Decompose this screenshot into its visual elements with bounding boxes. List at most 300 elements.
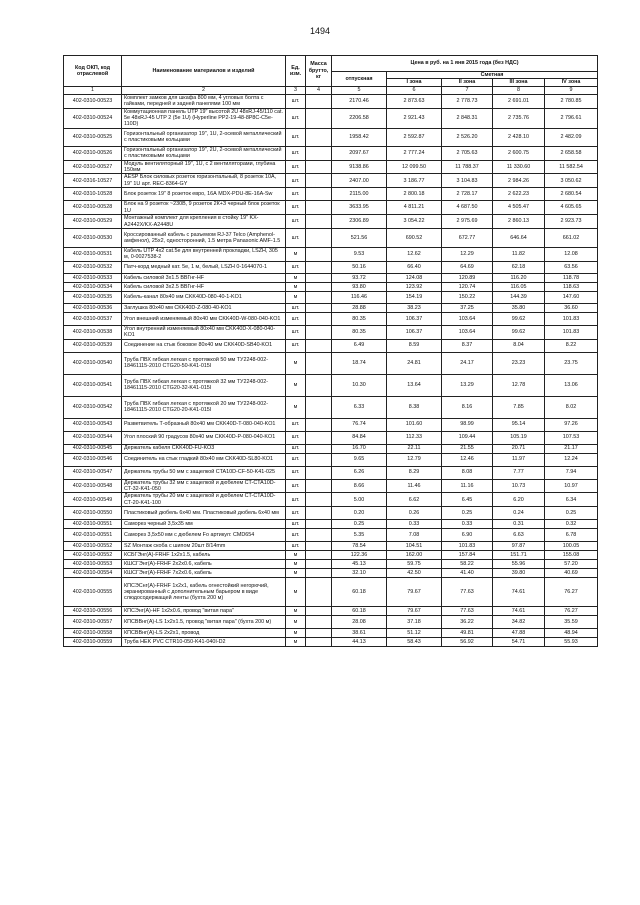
row-price-zone-1: 12 099.50	[387, 160, 442, 174]
row-mass	[306, 146, 332, 160]
row-price-zone-2: 58.22	[442, 560, 493, 569]
table-row	[64, 282, 598, 291]
row-price-zone-2: 2 705.63	[442, 146, 493, 160]
header-code: Код ОКП, код отраслевой	[64, 56, 122, 87]
table-row	[64, 551, 598, 560]
row-price-zone-4: 147.60	[545, 291, 598, 303]
row-code: 402-0310-00536	[64, 303, 122, 312]
row-mass	[306, 569, 332, 578]
row-mass	[306, 418, 332, 431]
row-price-zone-3: 0.31	[493, 520, 545, 529]
row-mass	[306, 228, 332, 247]
row-price-otpusk: 93.80	[332, 282, 387, 291]
row-mass	[306, 128, 332, 146]
row-price-zone-2: 24.17	[442, 352, 493, 374]
row-price-otpusk: 78.54	[332, 542, 387, 551]
row-name: КШСГЭнг(А)-FRHF 7х2х0.6, кабель	[122, 569, 286, 578]
row-code: 402-0310-00538	[64, 325, 122, 339]
row-unit: шт.	[286, 325, 306, 339]
col-number: 1	[64, 86, 122, 94]
row-code: 402-0310-00526	[64, 146, 122, 160]
row-price-otpusk: 84.84	[332, 431, 387, 444]
row-price-zone-3: 20.71	[493, 444, 545, 453]
row-unit: шт.	[286, 188, 306, 201]
row-unit: шт.	[286, 261, 306, 273]
row-price-zone-4: 2 680.54	[545, 188, 598, 201]
row-price-zone-2: 2 778.73	[442, 94, 493, 108]
row-price-zone-4: 118.78	[545, 273, 598, 282]
row-price-zone-4: 57.20	[545, 560, 598, 569]
row-price-otpusk: 1958.42	[332, 128, 387, 146]
row-price-zone-1: 7.08	[387, 529, 442, 542]
row-unit: шт.	[286, 507, 306, 520]
row-price-zone-2: 6.90	[442, 529, 493, 542]
table-row	[64, 520, 598, 529]
row-mass	[306, 201, 332, 215]
row-price-zone-3: 99.62	[493, 312, 545, 325]
row-mass	[306, 94, 332, 108]
row-price-zone-1: 690.52	[387, 228, 442, 247]
row-price-otpusk: 9.65	[332, 453, 387, 466]
row-mass	[306, 493, 332, 507]
row-price-zone-4: 40.69	[545, 569, 598, 578]
row-name: Коммутационная панель UTP 19" высотой 2U 48xRJ-45/110 cat. 5e 48xRJ-45 UTP 2 (5e 1U) (Hyperline PP2-19-48-8P8C-C5e-110D)	[122, 108, 286, 128]
row-price-zone-1: 12.79	[387, 453, 442, 466]
row-code: 402-0310-00542	[64, 396, 122, 418]
row-price-zone-4: 12.24	[545, 453, 598, 466]
col-number: 2	[122, 86, 286, 94]
row-code: 402-0310-00559	[64, 638, 122, 647]
row-price-zone-2: 12.29	[442, 247, 493, 261]
row-price-zone-1: 154.19	[387, 291, 442, 303]
row-price-zone-4: 661.02	[545, 228, 598, 247]
row-price-zone-4: 12.08	[545, 247, 598, 261]
row-unit: шт.	[286, 493, 306, 507]
row-price-otpusk: 76.74	[332, 418, 387, 431]
row-mass	[306, 174, 332, 188]
row-price-zone-3: 47.88	[493, 629, 545, 638]
row-mass	[306, 396, 332, 418]
table-body	[64, 94, 598, 646]
price-table	[63, 55, 598, 647]
row-price-zone-1: 8.38	[387, 396, 442, 418]
row-code: 402-0310-00531	[64, 247, 122, 261]
row-price-otpusk: 0.20	[332, 507, 387, 520]
row-price-zone-3: 646.64	[493, 228, 545, 247]
row-mass	[306, 273, 332, 282]
header-otpusk: отпускная	[332, 72, 387, 87]
row-code: 402-0310-00524	[64, 108, 122, 128]
row-price-zone-3: 99.62	[493, 325, 545, 339]
row-name: КШСГЭнг(А)-FRHF 2х2х0.6, кабель	[122, 560, 286, 569]
row-price-zone-2: 3 104.83	[442, 174, 493, 188]
row-price-otpusk: 2097.67	[332, 146, 387, 160]
table-row	[64, 493, 598, 507]
row-price-zone-2: 157.84	[442, 551, 493, 560]
row-price-zone-4: 2 482.09	[545, 128, 598, 146]
row-price-zone-2: 103.64	[442, 312, 493, 325]
row-name: Труба ПВХ гибкая легкая с протяжкой 50 мм ТУ2248-002-18461115-2010 CTG20-50-K41-015I	[122, 352, 286, 374]
col-number: 9	[545, 86, 598, 94]
row-mass	[306, 108, 332, 128]
row-code: 402-0310-00527	[64, 160, 122, 174]
row-price-zone-1: 66.40	[387, 261, 442, 273]
row-price-zone-2: 37.25	[442, 303, 493, 312]
row-price-zone-4: 13.06	[545, 374, 598, 396]
row-price-zone-1: 42.50	[387, 569, 442, 578]
row-price-zone-4: 48.94	[545, 629, 598, 638]
row-price-zone-1: 13.64	[387, 374, 442, 396]
row-name: Блок на 9 розеток ~230В, 9 розеток 2К+З черный блок розеток 1U	[122, 201, 286, 215]
row-code: 402-0310-00546	[64, 453, 122, 466]
row-price-zone-3: 2 691.01	[493, 94, 545, 108]
row-mass	[306, 247, 332, 261]
row-price-zone-4: 2 923.73	[545, 215, 598, 229]
table-row	[64, 431, 598, 444]
table-row	[64, 466, 598, 479]
row-price-otpusk: 18.74	[332, 352, 387, 374]
row-price-zone-3: 8.04	[493, 339, 545, 352]
row-price-zone-1: 79.67	[387, 607, 442, 616]
row-price-zone-2: 2 975.69	[442, 215, 493, 229]
row-price-otpusk: 8.66	[332, 479, 387, 493]
row-price-zone-2: 77.63	[442, 578, 493, 607]
row-unit: шт.	[286, 339, 306, 352]
row-price-zone-1: 51.12	[387, 629, 442, 638]
row-price-zone-4: 76.27	[545, 607, 598, 616]
row-price-zone-4: 2 796.61	[545, 108, 598, 128]
row-price-zone-2: 6.45	[442, 493, 493, 507]
row-name: Труба HEK PVC CTR10-050-K41-040I-D2	[122, 638, 286, 647]
row-unit: м	[286, 629, 306, 638]
row-price-zone-1: 12.62	[387, 247, 442, 261]
table-row	[64, 108, 598, 128]
row-price-otpusk: 9138.86	[332, 160, 387, 174]
row-code: 402-0310-00552	[64, 551, 122, 560]
row-name: Труба ПВХ гибкая легкая с протяжкой 20 мм ТУ2248-002-18461115-2010 CTG20-20-K41-015I	[122, 396, 286, 418]
table-row	[64, 128, 598, 146]
table-row	[64, 444, 598, 453]
table-row	[64, 453, 598, 466]
row-price-otpusk: 60.18	[332, 578, 387, 607]
row-code: 402-0310-00557	[64, 616, 122, 629]
row-price-zone-3: 62.18	[493, 261, 545, 273]
row-price-otpusk: 122.36	[332, 551, 387, 560]
row-price-otpusk: 3633.95	[332, 201, 387, 215]
table-row	[64, 228, 598, 247]
row-unit: м	[286, 352, 306, 374]
row-price-zone-4: 118.63	[545, 282, 598, 291]
row-name: Соединение на стык боковое 80х40 мм CKK40D-SB40-KO1	[122, 339, 286, 352]
header-name: Наименование материалов и изделий	[122, 56, 286, 87]
row-name: Пластиковый дюбель 6х40 мм. Пластиковый дюбель 6х40 мм	[122, 507, 286, 520]
header-zone-2: II зона	[442, 79, 493, 86]
row-price-zone-2: 12.46	[442, 453, 493, 466]
row-unit: м	[286, 607, 306, 616]
row-price-otpusk: 9.53	[332, 247, 387, 261]
col-number: 4	[306, 86, 332, 94]
row-price-zone-2: 13.29	[442, 374, 493, 396]
row-price-zone-2: 103.64	[442, 325, 493, 339]
col-number: 3	[286, 86, 306, 94]
row-unit: шт.	[286, 146, 306, 160]
row-code: 402-0310-00528	[64, 201, 122, 215]
row-price-zone-4: 3 050.62	[545, 174, 598, 188]
row-price-zone-2: 109.44	[442, 431, 493, 444]
table-row	[64, 215, 598, 229]
row-unit: шт.	[286, 128, 306, 146]
row-price-otpusk: 0.25	[332, 520, 387, 529]
table-row	[64, 201, 598, 215]
row-unit: м	[286, 578, 306, 607]
row-mass	[306, 312, 332, 325]
row-mass	[306, 374, 332, 396]
row-price-zone-4: 0.32	[545, 520, 598, 529]
row-unit: м	[286, 569, 306, 578]
row-price-otpusk: 45.13	[332, 560, 387, 569]
table-row	[64, 247, 598, 261]
table-row	[64, 303, 598, 312]
row-price-zone-4: 0.25	[545, 507, 598, 520]
row-unit: м	[286, 638, 306, 647]
row-price-zone-4: 35.59	[545, 616, 598, 629]
col-number: 8	[493, 86, 545, 94]
row-price-zone-4: 100.05	[545, 542, 598, 551]
row-price-zone-4: 10.97	[545, 479, 598, 493]
table-row	[64, 291, 598, 303]
row-price-zone-3: 74.61	[493, 607, 545, 616]
row-price-zone-1: 0.26	[387, 507, 442, 520]
row-mass	[306, 291, 332, 303]
row-price-zone-1: 59.75	[387, 560, 442, 569]
row-name: Соединитель на стык гладкий 80х40 мм CKK40D-SL80-KO1	[122, 453, 286, 466]
row-name: Комплект замков для шкафа 800 мм, 4 угловых болта с гайками, передней и задней панелями 100 мм	[122, 94, 286, 108]
row-name: Кабель силовой 3х1.5 ВВГнг-HF	[122, 273, 286, 282]
row-name: Кроссированный кабель с разъемом RJ-37 Telco (Amphenol-амфенол), 25х2, односторонний, 1.5 метра Panasonic AMF-1.5	[122, 228, 286, 247]
row-price-zone-1: 101.60	[387, 418, 442, 431]
table-row	[64, 479, 598, 493]
row-price-otpusk: 28.08	[332, 616, 387, 629]
row-unit: м	[286, 273, 306, 282]
row-price-otpusk: 2306.89	[332, 215, 387, 229]
row-price-zone-3: 39.80	[493, 569, 545, 578]
row-code: 402-0310-00551	[64, 520, 122, 529]
row-price-otpusk: 80.35	[332, 325, 387, 339]
row-name: Держатель трубы 32 мм с защелкой и дюбелем CT-CTA10D-CT-32-K41-050	[122, 479, 286, 493]
row-price-zone-1: 2 800.18	[387, 188, 442, 201]
row-price-zone-3: 105.19	[493, 431, 545, 444]
row-name: Саморез 3,5х50 мм с дюбелем Fo артикул: CMD654	[122, 529, 286, 542]
row-price-zone-1: 106.37	[387, 312, 442, 325]
row-code: 402-0310-00532	[64, 261, 122, 273]
row-price-otpusk: 80.35	[332, 312, 387, 325]
row-unit: шт.	[286, 453, 306, 466]
table-row	[64, 146, 598, 160]
header-zone-1: I зона	[387, 79, 442, 86]
row-price-zone-3: 7.77	[493, 466, 545, 479]
row-price-zone-4: 7.94	[545, 466, 598, 479]
row-unit: шт.	[286, 542, 306, 551]
row-code: 402-0310-00530	[64, 228, 122, 247]
row-price-zone-1: 112.33	[387, 431, 442, 444]
header-smetnaya: Сметная	[387, 72, 598, 79]
row-price-zone-2: 21.55	[442, 444, 493, 453]
row-price-zone-3: 54.71	[493, 638, 545, 647]
row-name: Монтажный комплект для крепления в стойку 19" KX-A2442X/KX-A2448U	[122, 215, 286, 229]
row-name: КСБГЭнг(А)-FRHF 1х2х1.5, кабель	[122, 551, 286, 560]
row-price-otpusk: 38.61	[332, 629, 387, 638]
row-price-zone-1: 2 921.43	[387, 108, 442, 128]
row-unit: шт.	[286, 431, 306, 444]
header-zone-4: IV зона	[545, 79, 598, 86]
row-price-zone-3: 6.63	[493, 529, 545, 542]
row-price-zone-1: 0.33	[387, 520, 442, 529]
row-name: Угол внутренний изменяемый 80х40 мм CKK40D-X-080-040-KO1	[122, 325, 286, 339]
row-name: Патч-корд медный кат. 5e, 1 м, белый, LSZH 0-1644070-1	[122, 261, 286, 273]
row-price-zone-1: 2 873.63	[387, 94, 442, 108]
row-price-otpusk: 5.35	[332, 529, 387, 542]
table-row	[64, 569, 598, 578]
row-name: Модуль вентиляторный 19", 1U, с 2 вентиляторами, глубина 150мм	[122, 160, 286, 174]
row-mass	[306, 551, 332, 560]
row-price-zone-4: 155.08	[545, 551, 598, 560]
row-price-zone-2: 0.33	[442, 520, 493, 529]
row-unit: шт.	[286, 108, 306, 128]
page-number: 1494	[309, 26, 331, 36]
row-price-zone-4: 2 658.58	[545, 146, 598, 160]
row-code: 402-0310-00551	[64, 529, 122, 542]
row-name: Кабель силовой 3х2.5 ВВГнг-HF	[122, 282, 286, 291]
row-unit: шт.	[286, 201, 306, 215]
row-price-zone-3: 116.05	[493, 282, 545, 291]
row-name: Разветвитель Т-образный 80х40 мм CKK40D-T-080-040-KO1	[122, 418, 286, 431]
row-price-zone-2: 8.16	[442, 396, 493, 418]
row-price-zone-4: 55.93	[545, 638, 598, 647]
row-price-zone-2: 2 728.17	[442, 188, 493, 201]
row-unit: м	[286, 291, 306, 303]
row-unit: м	[286, 396, 306, 418]
row-price-zone-4: 8.22	[545, 339, 598, 352]
row-price-otpusk: 2115.00	[332, 188, 387, 201]
row-price-zone-4: 6.34	[545, 493, 598, 507]
header-price-group: Цена в руб. на 1 янв 2015 года (без НДС)	[332, 56, 598, 72]
row-code: 402-0310-00523	[64, 94, 122, 108]
row-price-zone-4: 76.27	[545, 578, 598, 607]
row-price-zone-2: 120.89	[442, 273, 493, 282]
row-price-zone-2: 672.77	[442, 228, 493, 247]
row-price-zone-3: 116.20	[493, 273, 545, 282]
row-price-otpusk: 2206.58	[332, 108, 387, 128]
row-code: 402-0310-00525	[64, 128, 122, 146]
row-price-zone-2: 64.69	[442, 261, 493, 273]
row-code: 402-0310-00541	[64, 374, 122, 396]
row-name: Заглушка 80х40 мм CKK40D-Z-080-40-KO1	[122, 303, 286, 312]
header-unit: Ед. изм.	[286, 56, 306, 87]
row-mass	[306, 431, 332, 444]
row-price-zone-1: 11.46	[387, 479, 442, 493]
row-price-zone-3: 12.78	[493, 374, 545, 396]
table-row	[64, 188, 598, 201]
row-price-zone-1: 79.67	[387, 578, 442, 607]
row-price-zone-2: 11 788.37	[442, 160, 493, 174]
row-price-zone-3: 2 600.75	[493, 146, 545, 160]
row-name: КПСЭСнг(А)-FRHF 1х2х1, кабель огнестойкий негорючий, экранированный с дополнительным барьером в виде слюдосодержащей ленты (бухта 200 м)	[122, 578, 286, 607]
header-mass: Масса брутто, кг	[306, 56, 332, 87]
row-price-otpusk: 50.16	[332, 261, 387, 273]
table-row	[64, 418, 598, 431]
row-price-otpusk: 28.88	[332, 303, 387, 312]
row-price-zone-4: 107.53	[545, 431, 598, 444]
row-name: КПСВВнг(А)-LS 2х2х1, провод	[122, 629, 286, 638]
row-price-zone-1: 37.18	[387, 616, 442, 629]
row-unit: шт.	[286, 215, 306, 229]
row-price-zone-3: 2 735.76	[493, 108, 545, 128]
row-unit: шт.	[286, 312, 306, 325]
row-name: Держатель трубы 50 мм с защелкой CTA10D-CF-50-K41-025	[122, 466, 286, 479]
row-name: Кабель UTP 4x2 cat.5e для внутренней прокладки, LSZH, 305 м, 0-0027538-2	[122, 247, 286, 261]
row-unit: м	[286, 560, 306, 569]
row-price-otpusk: 116.46	[332, 291, 387, 303]
row-price-zone-2: 56.92	[442, 638, 493, 647]
row-code: 402-0310-00548	[64, 479, 122, 493]
row-unit: шт.	[286, 174, 306, 188]
row-price-zone-3: 2 428.10	[493, 128, 545, 146]
row-price-zone-4: 36.60	[545, 303, 598, 312]
row-price-zone-1: 22.11	[387, 444, 442, 453]
row-unit: м	[286, 282, 306, 291]
col-number: 5	[332, 86, 387, 94]
row-code: 402-0310-00543	[64, 418, 122, 431]
row-mass	[306, 303, 332, 312]
row-code: 402-0310-00540	[64, 352, 122, 374]
row-code: 402-0310-00533	[64, 273, 122, 282]
row-code: 402-0310-00550	[64, 507, 122, 520]
row-price-zone-1: 106.37	[387, 325, 442, 339]
table-row	[64, 312, 598, 325]
row-code: 402-0310-00558	[64, 629, 122, 638]
row-unit: шт.	[286, 466, 306, 479]
row-price-zone-3: 11.82	[493, 247, 545, 261]
row-price-zone-2: 2 526.20	[442, 128, 493, 146]
row-price-zone-3: 95.14	[493, 418, 545, 431]
row-unit: шт.	[286, 520, 306, 529]
row-mass	[306, 638, 332, 647]
row-name: SZ Монтаж скоба с шипом 20шт 8/14mm	[122, 542, 286, 551]
row-price-otpusk: 16.70	[332, 444, 387, 453]
row-price-zone-2: 150.22	[442, 291, 493, 303]
table-row	[64, 607, 598, 616]
row-code: 402-0310-10528	[64, 188, 122, 201]
row-mass	[306, 520, 332, 529]
row-unit: шт.	[286, 529, 306, 542]
row-price-zone-1: 58.43	[387, 638, 442, 647]
row-mass	[306, 352, 332, 374]
row-price-zone-3: 97.87	[493, 542, 545, 551]
row-price-otpusk: 32.10	[332, 569, 387, 578]
row-price-zone-1: 4 811.21	[387, 201, 442, 215]
row-price-zone-3: 35.80	[493, 303, 545, 312]
row-price-zone-4: 101.83	[545, 325, 598, 339]
row-code: 402-0310-00554	[64, 569, 122, 578]
row-price-otpusk: 2407.00	[332, 174, 387, 188]
row-price-zone-4: 21.17	[545, 444, 598, 453]
row-name: Держатель трубы 20 мм с защелкой и дюбелем CT-CTA10D-CT-20-K41-100	[122, 493, 286, 507]
row-price-zone-3: 2 860.13	[493, 215, 545, 229]
row-unit: шт.	[286, 444, 306, 453]
row-mass	[306, 453, 332, 466]
table-row	[64, 374, 598, 396]
row-mass	[306, 188, 332, 201]
